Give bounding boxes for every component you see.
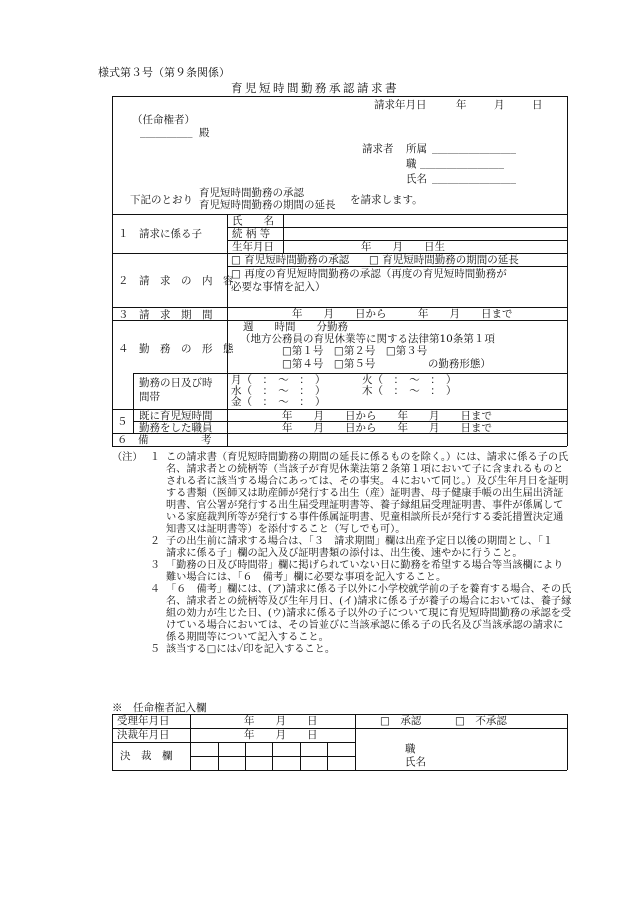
schedule-tuesday[interactable]: 火（ ： ～ ： ） <box>362 374 457 386</box>
intro-suffix: を請求します。 <box>350 194 423 206</box>
note-item-1: （注） １ この請求書（育児短時間勤務の期間の延長に係るものを除く。）には、請求に係る子の氏名、請求者との続柄等（当該子が育児休業法第２条第１項において子に含まれるものとされる者に該当する場合にあっては、その事実。４において同じ。）及び生年月日を証明する書類（医師又は助産師が発行する出生（産）証明書、母子健康手帳の出生届出済証明書、官公署が発行する出生届受理証明書等、養子縁組届受理証明書、事件が係属している家庭裁判所等が発行する事件係属証明書、児童相談所長が発行する委託措置決定通知書又は証明書等）を添付すること（写しでも可）。 <box>112 452 569 535</box>
previous-period-1[interactable]: 年 月 日から 年 月 日まで <box>282 410 492 422</box>
intro-option-extension: 育児短時間勤務の期間の延長 <box>199 199 336 211</box>
request-month: 月 <box>494 99 505 111</box>
reject-checkbox[interactable]: □ 不承認 <box>455 715 507 727</box>
appointer-label: （任命権者） <box>132 114 195 126</box>
table-left-border <box>112 96 113 446</box>
position-label: 職 <box>406 158 417 170</box>
schedule-monday[interactable]: 月（ ： ～ ： ） <box>231 374 326 386</box>
table-top-border <box>112 96 567 97</box>
table-bottom-border <box>112 446 567 447</box>
position-blank[interactable]: ________________ <box>420 157 504 169</box>
schedule-thursday[interactable]: 木（ ： ～ ： ） <box>362 385 457 397</box>
document-title: 育児短時間勤務承認請求書 <box>231 81 399 95</box>
schedule-label-2: 間帯 <box>139 391 160 403</box>
notes-mark: （注） <box>112 452 143 463</box>
row5-label-2: 勤務をした職員 <box>139 422 213 434</box>
notes-section <box>112 452 572 656</box>
work-type-options-2[interactable]: □第４号 □第５号 の勤務形態） <box>282 358 491 370</box>
child-dob-label: 生年月日 <box>232 241 274 253</box>
work-hours-line[interactable]: 週 時間 分勤務 <box>243 321 348 333</box>
previous-period-2[interactable]: 年 月 日から 年 月 日まで <box>282 422 492 434</box>
approve-checkbox[interactable]: □ 承認 <box>380 715 422 727</box>
note-item-3: ３ 「勤務の日及び時間帯」欄に掲げられていない日に勤務を希望する場合等当該欄により難い場合には、「６ 備考」欄に必要な事項を記入すること。 <box>149 560 564 583</box>
decision-column-label: 決 裁 欄 <box>120 750 173 762</box>
schedule-friday[interactable]: 金（ ： ～ ： ） <box>231 396 326 408</box>
received-date-label: 受理年月日 <box>117 715 170 727</box>
child-relation-label: 続 柄 等 <box>232 228 271 240</box>
form-number-label: 様式第３号（第９条関係） <box>98 66 230 79</box>
content-option-approval[interactable]: □ 育児短時間勤務の承認 <box>231 254 350 266</box>
row4-label: ４ 勤 務 の 形 態 <box>118 343 234 355</box>
row5-number: ５ <box>117 416 128 428</box>
work-law-line: （地方公務員の育児休業等に関する法律第10条第１項 <box>240 333 495 345</box>
approver-heading: ※ 任命権者記入欄 <box>112 702 207 714</box>
row6-label: ６ 備 考 <box>117 434 212 446</box>
received-date-value[interactable]: 年 月 日 <box>244 715 318 727</box>
intro-prefix: 下記のとおり <box>130 194 193 206</box>
table-right-border <box>567 96 568 446</box>
request-period-value[interactable]: 年 月 日から 年 月 日まで <box>292 308 513 320</box>
name-label: 氏名 <box>406 173 427 185</box>
request-year: 年 <box>456 99 467 111</box>
row2-label: ２ 請 求 の 内 容 <box>118 275 234 287</box>
content-option-reapproval[interactable]: □ 再度の育児短時間勤務の承認（再度の育児短時間勤務が <box>231 268 507 280</box>
appointer-blank[interactable]: __________ <box>140 126 193 138</box>
intro-option-approval: 育児短時間勤務の承認 <box>199 187 304 199</box>
approver-position-label: 職 <box>405 743 416 755</box>
affiliation-label: 所属 <box>406 143 427 155</box>
content-option-extension[interactable]: □ 育児短時間勤務の期間の延長 <box>369 254 519 266</box>
request-day: 日 <box>532 99 543 111</box>
work-type-options-1[interactable]: □第１号 □第２号 □第３号 <box>282 345 428 357</box>
child-dob-value[interactable]: 年 月 日生 <box>361 241 445 253</box>
note-item-2: ２ 子の出生前に請求する場合は、「３ 請求期間」欄は出産予定日以後の期間とし、「１ 請求に係る子」欄の記入及び証明書類の添付は、出生後、速やかに行うこと。 <box>149 536 564 559</box>
schedule-label-1: 勤務の日及び時 <box>139 377 213 389</box>
row3-label: ３ 請 求 期 間 <box>118 309 213 321</box>
approver-name-label: 氏名 <box>405 756 426 768</box>
requester-label: 請求者 <box>362 143 394 155</box>
name-blank[interactable]: ________________ <box>432 172 516 184</box>
schedule-wednesday[interactable]: 水（ ： ～ ： ） <box>231 385 326 397</box>
note-item-5: ５ 該当する□には✓印を記入すること。 <box>149 644 336 655</box>
decided-date-value[interactable]: 年 月 日 <box>244 729 318 741</box>
affiliation-blank[interactable]: ________________ <box>432 142 516 154</box>
content-option-reapproval-note: 必要な事情を記入） <box>231 281 326 293</box>
note-item-4: ４ 「６ 備考」欄には、(ア)請求に係る子以外に小学校就学前の子を養育する場合、その氏名、請求者との続柄等及び生年月日、(イ)請求に係る子が養子の場合においては、養子縁組の効力が生じた日、(ウ)請求に係る子以外の子について現に育児短時間勤務の承認を受けている場合においては、その旨並びに当該承認に係る子の氏名及び当該承認の請求に係る期間等について記入すること。 <box>149 584 572 643</box>
row5-label-1: 既に育児短時間 <box>139 410 213 422</box>
request-date-label: 請求年月日 <box>374 99 427 111</box>
child-name-label: 氏 名 <box>232 215 274 227</box>
row1-label: １ 請求に係る子 <box>118 228 202 240</box>
decided-date-label: 決裁年月日 <box>117 729 170 741</box>
dono-label: 殿 <box>199 127 210 139</box>
